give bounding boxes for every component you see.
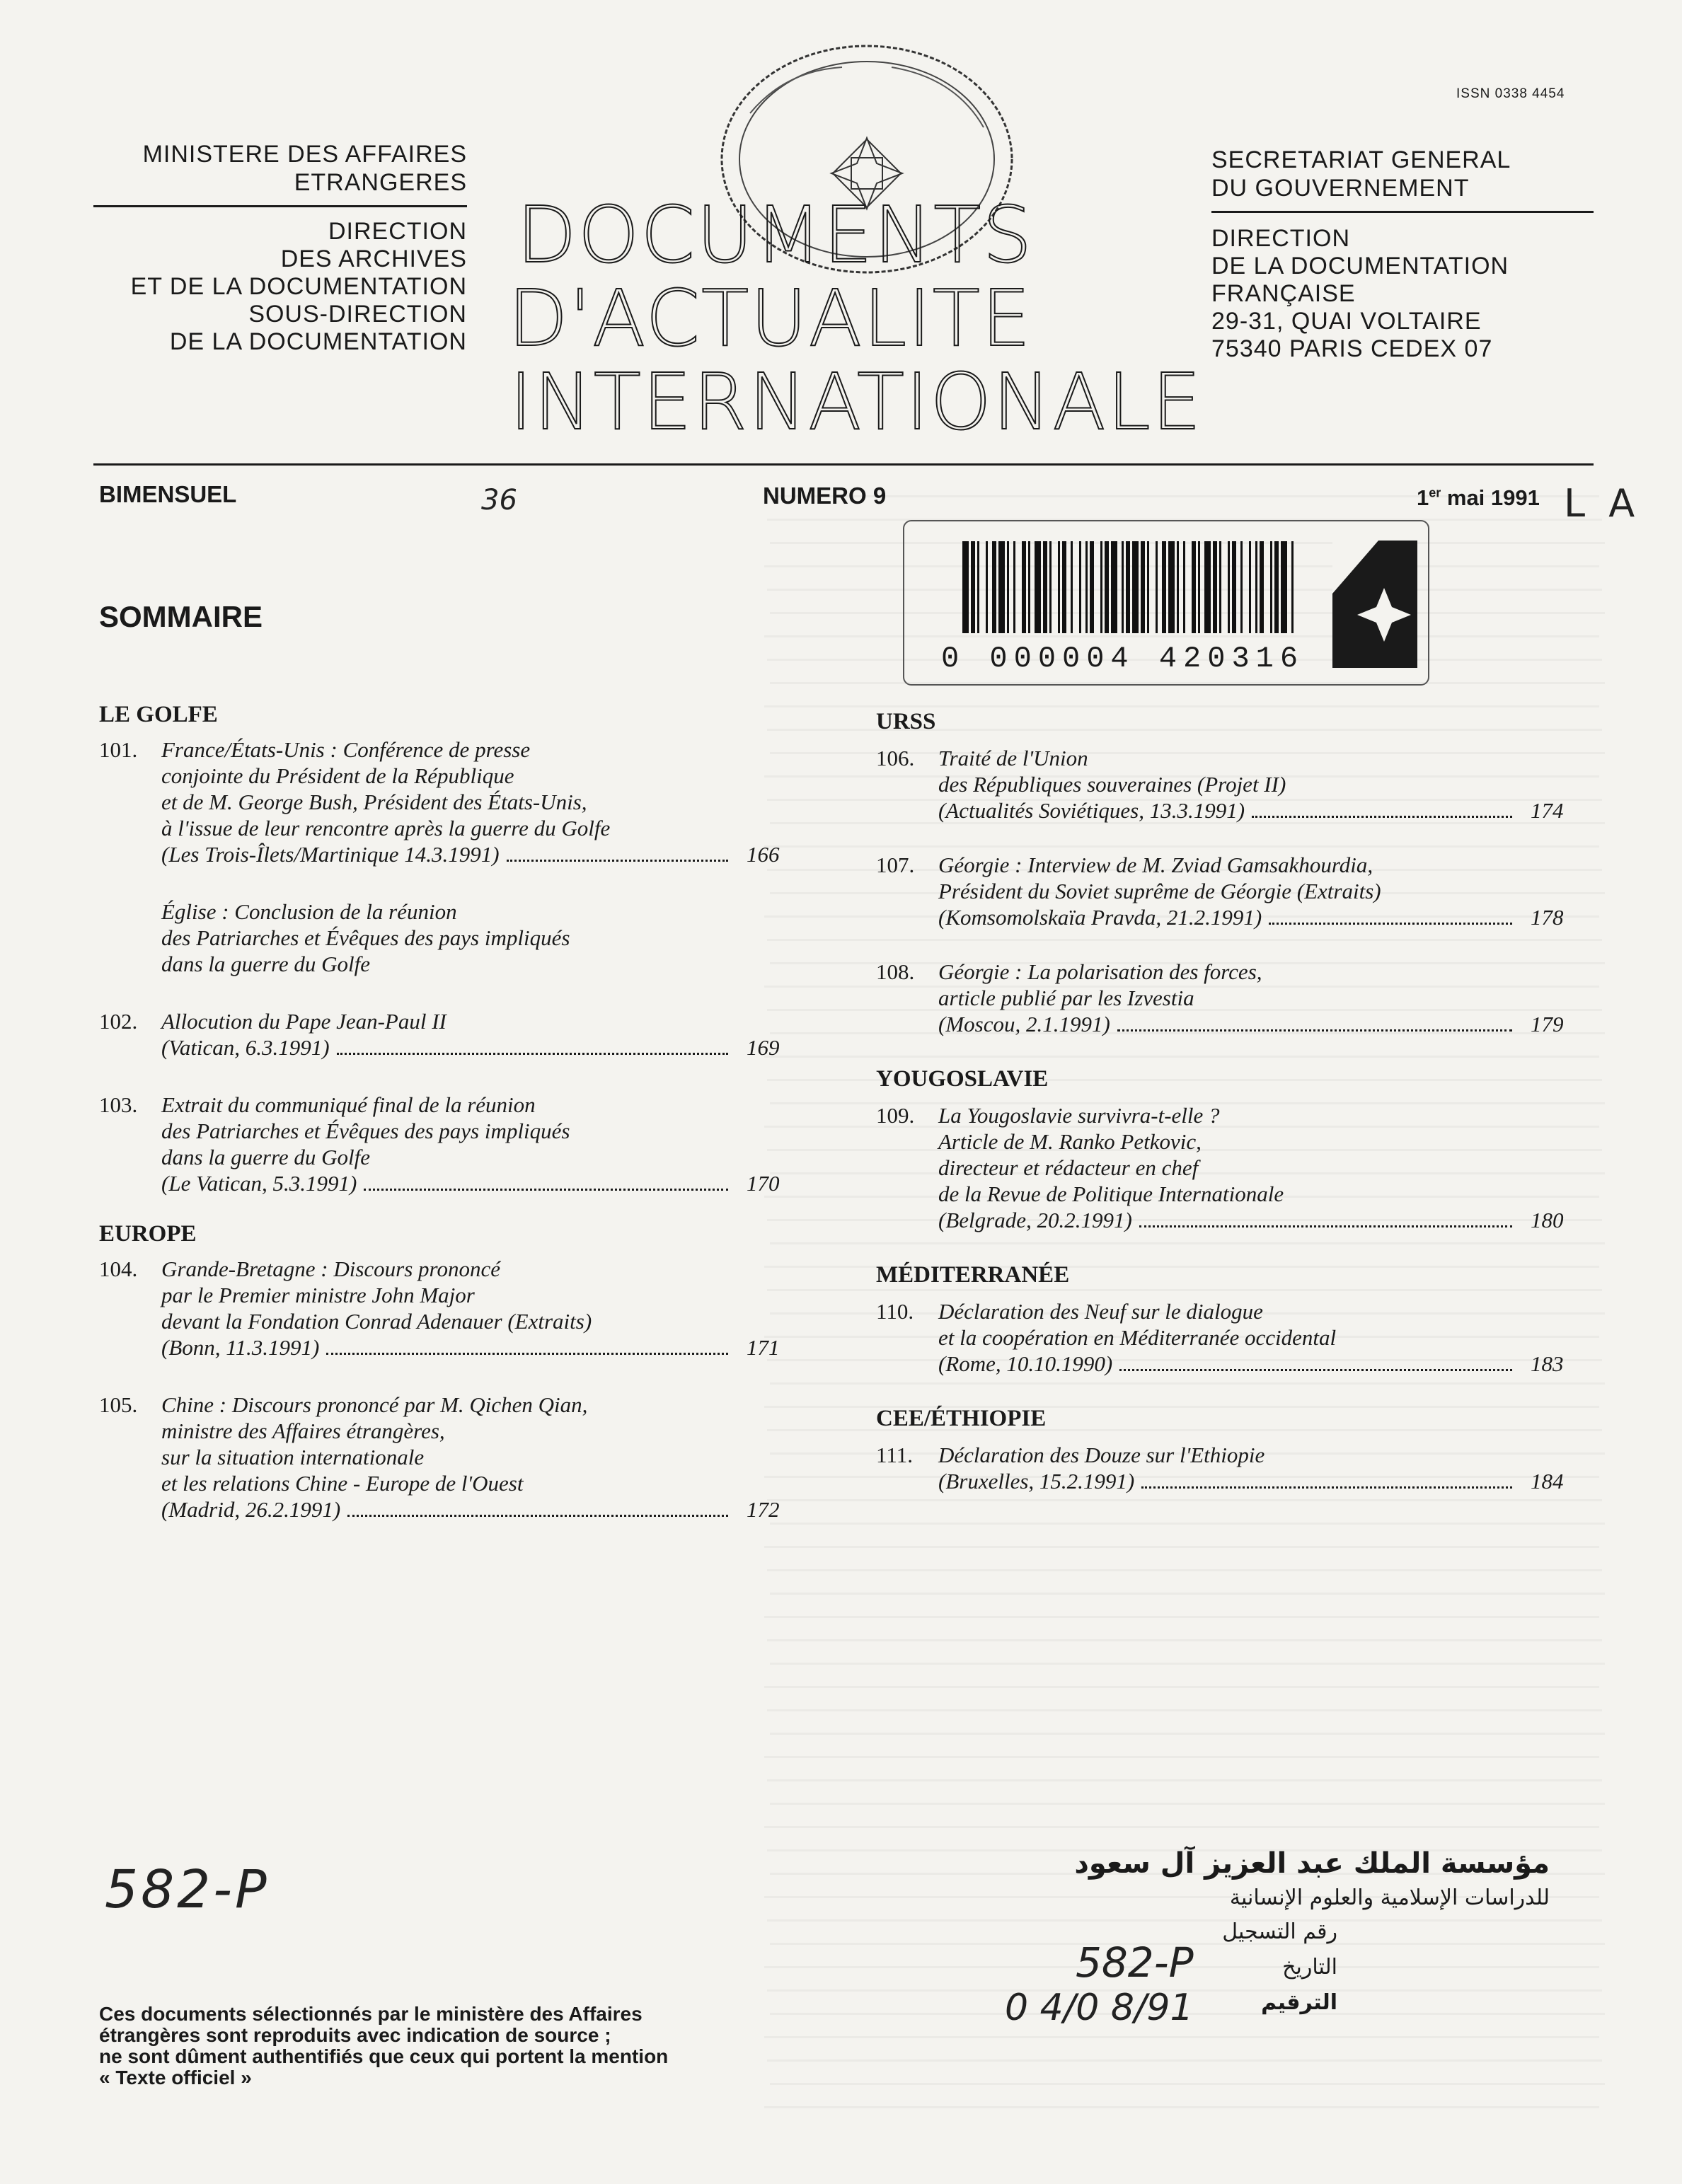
toc-entry-line: (Madrid, 26.2.1991) (161, 1497, 728, 1523)
secretariat-direction (1211, 225, 1509, 363)
toc-entry-line: France/États-Unis : Conférence de presse (161, 737, 531, 762)
toc-page-number: 179 (1531, 1012, 1564, 1036)
toc-entry-line: (Belgrade, 20.2.1991) (938, 1208, 1512, 1233)
bleed-through-line (767, 1779, 1602, 1781)
toc-leader-dots (1252, 802, 1512, 818)
toc-entry-line: (Les Trois-Îlets/Martinique 14.3.1991) (161, 842, 728, 867)
toc-entry-line: ministre des Affaires étrangères, (161, 1419, 445, 1443)
toc-entry[interactable] (876, 1443, 1591, 1495)
ministry-name (85, 140, 467, 197)
toc-entry-line: Article de M. Ranko Petkovic, (938, 1129, 1202, 1154)
toc-entry-line: des Patriarches et Évêques des pays impliqués (161, 1119, 570, 1143)
toc-entry-line: (Moscou, 2.1.1991) (938, 1012, 1512, 1037)
barcode-box (903, 520, 1429, 686)
bleed-through-line (770, 2083, 1605, 2085)
date-month-year: mai 1991 (1441, 485, 1540, 510)
toc-entry-line: devant la Fondation Conrad Adenauer (Extraits) (161, 1309, 592, 1334)
toc-entry[interactable] (876, 746, 1591, 824)
header-rule-right (1211, 211, 1594, 213)
bleed-through-line (767, 1639, 1602, 1641)
section-heading: LE GOLFE (99, 702, 218, 727)
bleed-through-line (770, 1663, 1605, 1665)
toc-leader-dots (507, 845, 728, 862)
toc-entry-number: 109. (876, 1103, 915, 1128)
toc-entry-line: (Le Vatican, 5.3.1991) (161, 1171, 728, 1196)
toc-entry-number: 108. (876, 959, 915, 984)
handwritten-reference: 582-P (105, 1859, 270, 1920)
direction-line: 29-31, QUAI VOLTAIRE (1211, 308, 1482, 335)
toc-page-number: 183 (1531, 1351, 1564, 1376)
toc-entry-line: Déclaration des Neuf sur le dialogue (938, 1299, 1263, 1324)
toc-entry-line: (Bruxelles, 15.2.1991) (938, 1469, 1512, 1494)
toc-entry-line: Allocution du Pape Jean-Paul II (161, 1009, 447, 1034)
toc-entry-line: et de M. George Bush, Président des États-Unis, (161, 790, 587, 814)
bleed-through-line (767, 1499, 1602, 1501)
direction-line: 75340 PARIS CEDEX 07 (1211, 335, 1493, 362)
toc-entry-number: 105. (99, 1392, 138, 1417)
secretariat-name (1211, 146, 1511, 202)
toc-entry-line: dans la guerre du Golfe (161, 952, 371, 976)
toc-entry-line: (Bonn, 11.3.1991) (161, 1335, 728, 1360)
direction-line: FRANÇAISE (1211, 280, 1356, 307)
bleed-through-line (767, 939, 1602, 941)
toc-page-number: 180 (1531, 1208, 1564, 1232)
toc-entry[interactable] (876, 1103, 1591, 1234)
secretariat-line: SECRETARIAT GENERAL (1211, 146, 1511, 173)
toc-leader-dots (1141, 1472, 1512, 1489)
handwritten-issue-number: 36 (481, 484, 517, 516)
toc-entry-line: et la coopération en Méditerranée occidental (938, 1325, 1337, 1350)
toc-entry[interactable] (99, 737, 807, 868)
toc-entry-number: 102. (99, 1009, 138, 1034)
periodicity: BIMENSUEL (99, 481, 237, 507)
toc-entry[interactable] (99, 1009, 807, 1061)
bleed-through-line (770, 1382, 1605, 1385)
direction-line: DE LA DOCUMENTATION (169, 328, 467, 355)
bleed-through-line (770, 1733, 1605, 1735)
toc-entry-number: 107. (876, 853, 915, 877)
toc-entry-line: Grande-Bretagne : Discours prononcé (161, 1256, 500, 1281)
toc-entry-number: 110. (876, 1299, 914, 1324)
bleed-through-line (764, 705, 1599, 707)
toc-entry[interactable] (99, 1256, 807, 1361)
ministry-line: ETRANGERES (294, 169, 467, 196)
toc-entry-line: à l'issue de leur rencontre après la guerre du Golfe (161, 816, 611, 840)
toc-page-number: 169 (747, 1035, 780, 1060)
bleed-through-line (764, 1056, 1599, 1058)
toc-entry-number: 106. (876, 746, 915, 770)
toc-entry-line: Traité de l'Union (938, 746, 1088, 770)
toc-page-number: 174 (1531, 798, 1564, 823)
toc-entry-number: 111. (876, 1443, 913, 1467)
toc-leader-dots (364, 1174, 728, 1191)
toc-entry-line: Géorgie : La polarisation des forces, (938, 959, 1262, 984)
toc-entry-line: directeur et rédacteur en chef (938, 1155, 1199, 1180)
toc-entry[interactable] (876, 1299, 1591, 1377)
section-heading: YOUGOSLAVIE (876, 1066, 1049, 1092)
bleed-through-line (770, 1242, 1605, 1244)
stamp-handwritten-date: 0 4/0 8/91 (1005, 1987, 1194, 2029)
bleed-through-line (767, 1289, 1602, 1291)
toc-page-number: 170 (747, 1171, 780, 1196)
toc-leader-dots (1119, 1355, 1512, 1371)
toc-entry-line: par le Premier ministre John Major (161, 1283, 475, 1307)
toc-entry-line: conjointe du Président de la République (161, 763, 514, 788)
stamp-field-date: التاريخ (1282, 1955, 1337, 1980)
toc-entry[interactable] (99, 1392, 807, 1523)
toc-entry-line: article publié par les Izvestia (938, 986, 1194, 1010)
toc-page-number: 171 (747, 1335, 780, 1360)
publication-title-line3: INTERNATIONALE (509, 357, 1203, 447)
ministry-line: MINISTERE DES AFFAIRES (142, 141, 467, 168)
publication-title-line2: D'ACTUALITE (508, 273, 1032, 364)
barcode-number: 0 000004 420316 (941, 642, 1305, 676)
toc-entry[interactable] (876, 959, 1591, 1038)
issue-number: NUMERO 9 (763, 483, 887, 509)
toc-entry-line: (Rome, 10.10.1990) (938, 1351, 1512, 1377)
toc-page-number: 172 (747, 1497, 780, 1522)
toc-entry[interactable] (876, 853, 1591, 931)
bleed-through-line (764, 1686, 1599, 1688)
bleed-through-line (764, 1756, 1599, 1758)
publication-title-line1: DOCUMENTS (517, 190, 1034, 280)
footer-note-line: étrangères sont reproduits avec indication de source ; (99, 2024, 611, 2046)
toc-leader-dots (1269, 908, 1512, 925)
bleed-through-line (764, 1546, 1599, 1548)
stamp-field-classification: الترقيم (1261, 1990, 1337, 2015)
bleed-through-line (767, 1569, 1602, 1571)
issn: ISSN 0338 4454 (1456, 86, 1565, 101)
stamp-institution-sub: للدراسات الإسلامية والعلوم الإنسانية (1229, 1885, 1550, 1910)
toc-entry-line: Déclaration des Douze sur l'Ethiopie (938, 1443, 1265, 1467)
sommaire-title: SOMMAIRE (99, 600, 263, 633)
secretariat-line: DU GOUVERNEMENT (1211, 175, 1470, 202)
section-heading: CEE/ÉTHIOPIE (876, 1406, 1047, 1431)
bleed-through-line (764, 845, 1599, 848)
toc-leader-dots (1117, 1015, 1512, 1032)
bleed-through-line (764, 1826, 1599, 1828)
direction-line: DIRECTION (1211, 225, 1350, 252)
toc-entry-line: (Actualités Soviétiques, 13.3.1991) (938, 798, 1512, 824)
toc-leader-dots (347, 1501, 728, 1517)
toc-entry-line: et les relations Chine - Europe de l'Ouest (161, 1471, 524, 1496)
toc-page-number: 166 (747, 842, 780, 867)
bleed-through-line (770, 1593, 1605, 1595)
date-day: 1 (1417, 485, 1429, 510)
toc-leader-dots (337, 1039, 728, 1055)
bleed-through-line (764, 2106, 1599, 2108)
toc-entry-line: (Komsomolskaïa Pravda, 21.2.1991) (938, 905, 1512, 930)
header-rule-left (93, 205, 467, 207)
direction-line: DES ARCHIVES (280, 245, 467, 272)
bleed-through-line (767, 1709, 1602, 1711)
toc-entry-line: (Vatican, 6.3.1991) (161, 1035, 728, 1061)
direction-line: SOUS-DIRECTION (248, 301, 467, 328)
toc-entry-line: Église : Conclusion de la réunion (161, 899, 457, 924)
section-heading: EUROPE (99, 1221, 197, 1247)
bleed-through-line (770, 1523, 1605, 1525)
barcode-icon (962, 541, 1302, 633)
issue-date (1417, 485, 1540, 511)
bleed-through-line (767, 2059, 1602, 2062)
date-superscript: er (1429, 485, 1441, 500)
publisher-emblem-icon (1329, 537, 1421, 671)
section-heading: URSS (876, 709, 936, 734)
toc-entry-line: Chine : Discours prononcé par M. Qichen Qian, (161, 1392, 588, 1417)
title-rule (93, 463, 1594, 466)
direction-line: DE LA DOCUMENTATION (1211, 253, 1509, 279)
toc-entry-line: dans la guerre du Golfe (161, 1145, 371, 1169)
handwritten-initials: L A (1564, 481, 1641, 526)
stamp-field-registration: رقم التسجيل (1222, 1919, 1337, 1944)
toc-entry-line: Extrait du communiqué final de la réunion (161, 1092, 536, 1117)
footer-note-line: Ces documents sélectionnés par le ministère des Affaires (99, 2003, 643, 2025)
bleed-through-line (770, 1803, 1605, 1805)
toc-page-number: 178 (1531, 905, 1564, 930)
toc-entry-number: 101. (99, 737, 138, 762)
bleed-through-line (764, 2036, 1599, 2038)
footer-note-line: « Texte officiel » (99, 2067, 252, 2088)
bleed-through-line (764, 1616, 1599, 1618)
direction-line: ET DE LA DOCUMENTATION (130, 273, 467, 300)
toc-entry-line: des Patriarches et Évêques des pays impliqués (161, 925, 570, 950)
direction-line: DIRECTION (328, 218, 467, 245)
stamp-institution: مؤسسة الملك عبد العزيز آل سعود (1074, 1847, 1550, 1880)
ministry-direction (85, 218, 467, 356)
toc-page-number: 184 (1531, 1469, 1564, 1493)
toc-entry-line: La Yougoslavie survivra-t-elle ? (938, 1103, 1220, 1128)
toc-entry-line: des Républiques souveraines (Projet II) (938, 772, 1286, 797)
toc-entry-line: Président du Soviet suprême de Géorgie (Extraits) (938, 879, 1381, 903)
toc-entry-line: de la Revue de Politique Internationale (938, 1181, 1284, 1206)
toc-entry[interactable] (99, 1092, 807, 1197)
toc-entry-line: Géorgie : Interview de M. Zviad Gamsakhourdia, (938, 853, 1373, 877)
toc-entry[interactable] (99, 899, 807, 978)
toc-entry-number: 104. (99, 1256, 138, 1281)
toc-entry-line: sur la situation internationale (161, 1445, 425, 1469)
footer-note-line: ne sont dûment authentifiés que ceux qui portent la mention (99, 2045, 669, 2067)
toc-leader-dots (326, 1339, 728, 1355)
section-heading: MÉDITERRANÉE (876, 1262, 1070, 1288)
footer-note (99, 2004, 668, 2088)
toc-entry-number: 103. (99, 1092, 138, 1117)
toc-leader-dots (1139, 1211, 1512, 1227)
stamp-handwritten-registration: 582-P (1076, 1939, 1194, 1987)
